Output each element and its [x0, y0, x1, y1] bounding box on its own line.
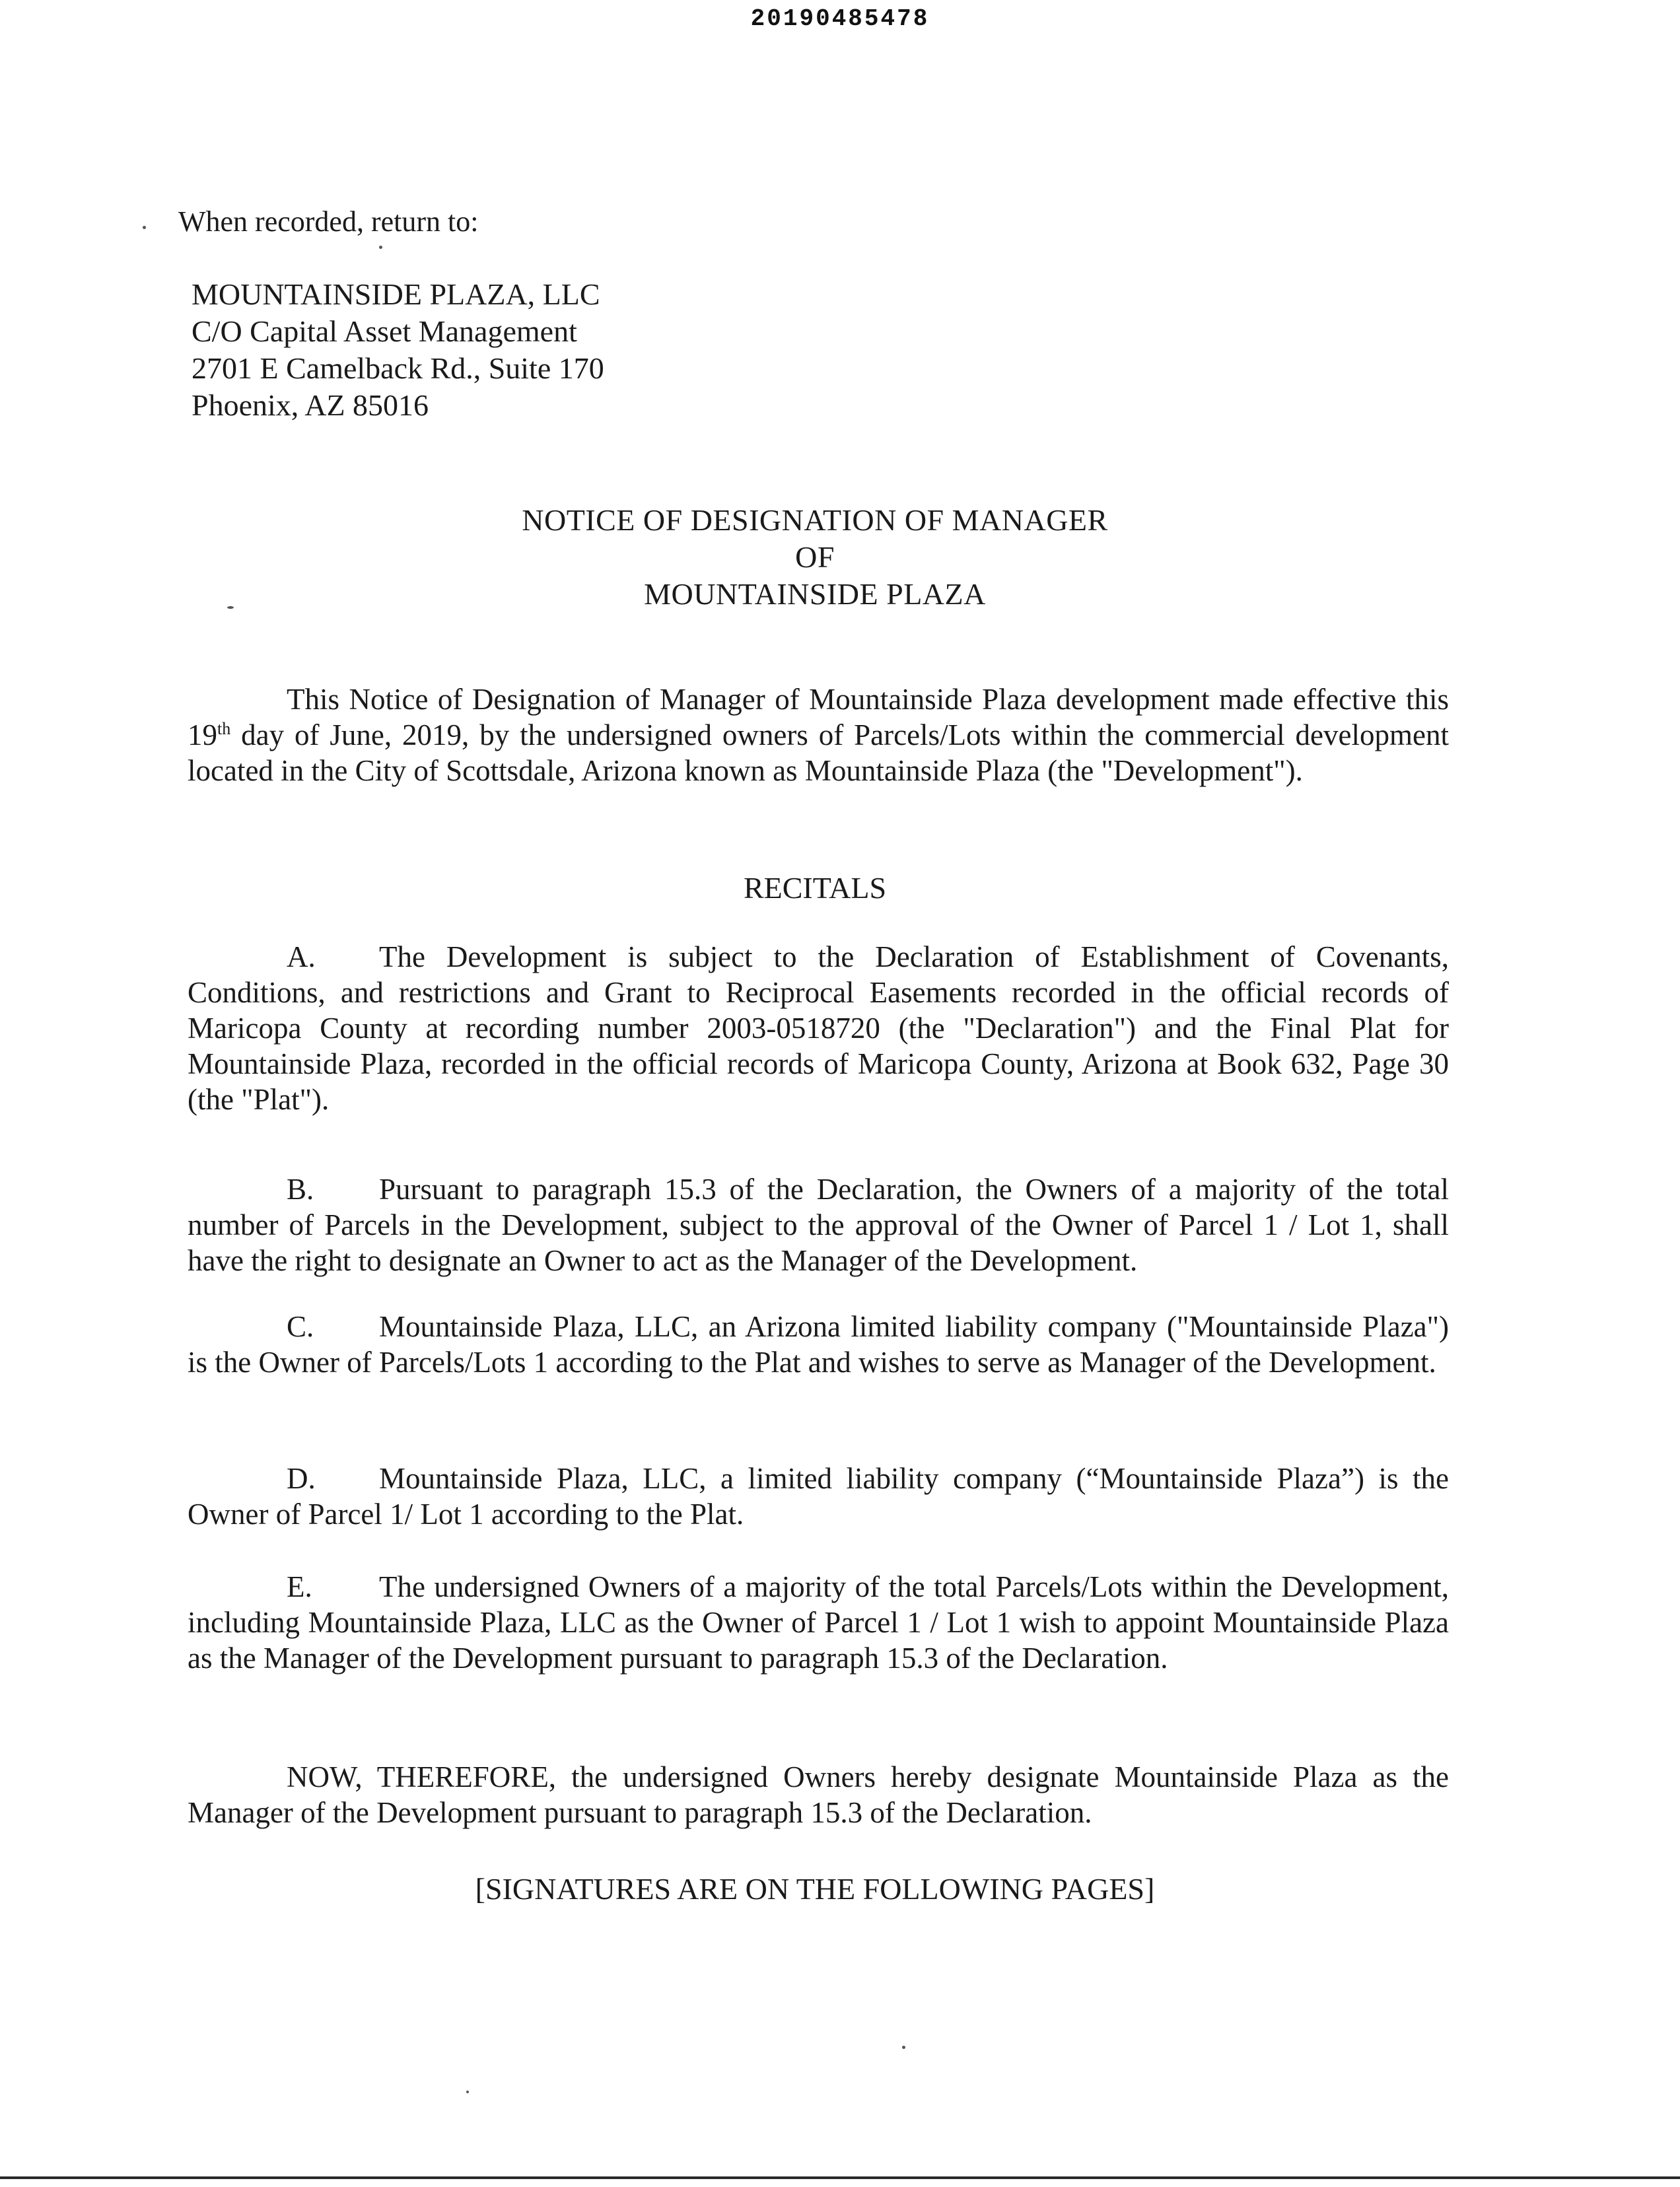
- scan-speck: [379, 246, 382, 249]
- title-line-3: MOUNTAINSIDE PLAZA: [644, 577, 986, 611]
- title-line-2: OF: [795, 540, 835, 574]
- scan-speck: [143, 226, 146, 229]
- recital-c: [188, 1309, 1449, 1380]
- intro-paragraph: [188, 681, 1449, 788]
- scan-speck: [466, 2091, 469, 2093]
- address-line-company: MOUNTAINSIDE PLAZA, LLC: [192, 277, 600, 311]
- recital-a-label: A.: [287, 940, 316, 973]
- recording-number: 20190485478: [750, 5, 930, 32]
- address-line-city: Phoenix, AZ 85016: [192, 388, 429, 422]
- recital-d-label: D.: [287, 1462, 316, 1495]
- recital-e-label: E.: [287, 1570, 312, 1603]
- address-line-street: 2701 E Camelback Rd., Suite 170: [192, 351, 604, 385]
- return-to-label: When recorded, return to:: [178, 205, 479, 238]
- recital-a: [188, 939, 1449, 1117]
- recital-e-text: The undersigned Owners of a majority of the total Parcels/Lots within the Development, including Mountainside Plaza, LLC as the Owner of Parcel 1 / Lot 1 wish to appoint Mountainside Plaza as the Manager of the Development pursuant to paragraph 15.3 of the Declaration.: [188, 1570, 1449, 1675]
- intro-text-start: This Notice of Designation of Manager of Mountainside Plaza development made effective this 19: [188, 683, 1449, 751]
- intro-text-end: day of June, 2019, by the undersigned owners of Parcels/Lots within the commercial development located in the City of Scottsdale, Arizona known as Mountainside Plaza (the "Development").: [188, 718, 1449, 787]
- recital-b-text: Pursuant to paragraph 15.3 of the Declaration, the Owners of a majority of the total number of Parcels in the Development, subject to the approval of the Owner of Parcel 1 / Lot 1, shall have the right to designate an Owner to act as the Manager of the Development.: [188, 1173, 1449, 1277]
- scan-speck: [902, 2046, 905, 2049]
- title-line-1: NOTICE OF DESIGNATION OF MANAGER: [522, 503, 1108, 537]
- recital-a-text: The Development is subject to the Declaration of Establishment of Covenants, Conditions, and restrictions and Grant to Reciprocal Easements recorded in the official records of Maricopa County at recording number 2003-0518720 (the "Declaration") and the Final Plat for Mountainside Plaza, recorded in the official records of Maricopa County, Arizona at Book 632, Page 30 (the "Plat").: [188, 940, 1449, 1116]
- recital-c-label: C.: [287, 1310, 314, 1343]
- address-line-care-of: C/O Capital Asset Management: [192, 314, 577, 348]
- recital-d-text: Mountainside Plaza, LLC, a limited liability company (“Mountainside Plaza”) is the Owner of Parcel 1/ Lot 1 according to the Plat.: [188, 1462, 1449, 1531]
- recital-c-text: Mountainside Plaza, LLC, an Arizona limited liability company ("Mountainside Plaza") is the Owner of Parcels/Lots 1 according to the Plat and wishes to serve as Manager of the Development.: [188, 1310, 1449, 1379]
- page-bottom-rule: [0, 2176, 1680, 2179]
- recital-e: [188, 1569, 1449, 1676]
- signatures-note: [SIGNATURES ARE ON THE FOLLOWING PAGES]: [475, 1872, 1155, 1906]
- conclusion-text: NOW, THEREFORE, the undersigned Owners hereby designate Mountainside Plaza as the Manager of the Development pursuant to paragraph 15.3 of the Declaration.: [188, 1760, 1449, 1829]
- document-title: [0, 502, 1630, 613]
- return-address-block: [192, 276, 604, 424]
- recital-b-label: B.: [287, 1173, 314, 1206]
- scan-speck: [227, 606, 234, 609]
- recitals-heading: RECITALS: [743, 871, 887, 905]
- recital-b: [188, 1171, 1449, 1278]
- conclusion-paragraph: [188, 1759, 1449, 1830]
- intro-superscript: th: [217, 719, 231, 738]
- recital-d: [188, 1461, 1449, 1532]
